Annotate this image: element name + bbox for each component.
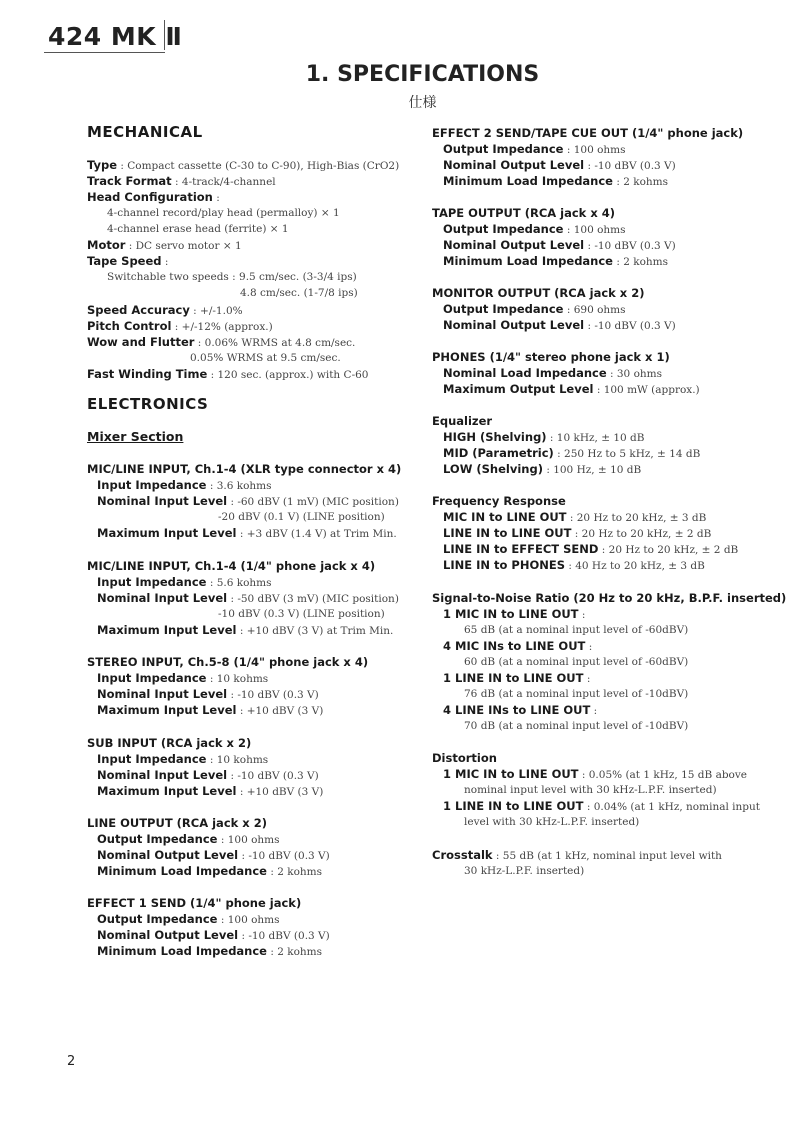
model-label-box <box>44 20 183 53</box>
subsection-heading: Mixer Section <box>87 429 184 444</box>
spec-row <box>443 237 676 254</box>
spec-value: : +10 dBV (3 V) <box>239 705 324 717</box>
spec-value: : +10 dBV (3 V) <box>239 786 324 798</box>
spec-row <box>87 173 276 190</box>
spec-row <box>87 334 355 351</box>
spec-label: Nominal Input Level <box>97 687 228 701</box>
spec-row <box>97 863 322 880</box>
spec-row <box>97 477 272 494</box>
spec-row <box>97 670 268 687</box>
spec-value: : 30 ohms <box>610 368 663 380</box>
spec-group-heading: Equalizer <box>432 414 493 428</box>
model-name: 424 MK Ⅱ <box>48 22 183 51</box>
spec-value: : -10 dBV (0.3 V) <box>241 850 330 862</box>
spec-label: Nominal Input Level <box>97 494 228 508</box>
spec-value: : 2 kohms <box>616 176 669 188</box>
spec-row <box>97 767 319 784</box>
spec-row <box>97 525 397 542</box>
spec-row <box>443 317 676 334</box>
spec-label: Maximum Input Level <box>97 526 237 540</box>
spec-label: Type <box>87 158 118 172</box>
spec-label: Input Impedance <box>97 671 207 685</box>
spec-value: : <box>581 609 586 621</box>
spec-group-heading: SUB INPUT (RCA jack x 2) <box>87 736 252 750</box>
spec-group-heading: Distortion <box>432 751 497 765</box>
spec-value: : -10 dBV (0.3 V) <box>587 160 676 172</box>
spec-label: Output Impedance <box>443 302 564 316</box>
spec-label: Nominal Output Level <box>443 318 585 332</box>
spec-row <box>87 253 168 270</box>
spec-row <box>443 253 668 270</box>
spec-label: Input Impedance <box>97 752 207 766</box>
spec-continuation: -10 dBV (0.3 V) (LINE position) <box>218 608 385 620</box>
spec-value: : -10 dBV (0.3 V) <box>587 240 676 252</box>
spec-label: Output Impedance <box>443 222 564 236</box>
spec-value: : +/-1.0% <box>193 305 243 317</box>
spec-label: Minimum Load Impedance <box>443 174 613 188</box>
spec-row <box>432 847 722 864</box>
spec-row <box>97 574 272 591</box>
spec-row <box>443 157 676 174</box>
spec-row <box>97 847 330 864</box>
spec-value: : 2 kohms <box>270 866 323 878</box>
spec-label: LOW (Shelving) <box>443 462 543 476</box>
spec-row <box>87 302 243 319</box>
spec-label: Input Impedance <box>97 478 207 492</box>
page-subtitle: 仕様 <box>408 95 437 111</box>
spec-row <box>87 318 273 335</box>
spec-label: MID (Parametric) <box>443 446 554 460</box>
spec-label: Nominal Input Level <box>97 768 228 782</box>
spec-label: Fast Winding Time <box>87 367 208 381</box>
spec-row <box>443 670 590 687</box>
spec-value: : <box>216 192 220 204</box>
spec-label: Pitch Control <box>87 319 172 333</box>
spec-value: : 20 Hz to 20 kHz, ± 2 dB <box>574 528 712 540</box>
spec-row <box>97 702 323 719</box>
spec-value: : 5.6 kohms <box>209 577 272 589</box>
spec-value: : 0.06% WRMS at 4.8 cm/sec. <box>197 337 356 349</box>
spec-value: : 100 ohms <box>220 834 280 846</box>
spec-value: : 120 sec. (approx.) with C-60 <box>210 369 369 381</box>
spec-continuation: level with 30 kHz-L.P.F. inserted) <box>464 816 640 828</box>
spec-row <box>87 366 368 383</box>
spec-value: : 10 kohms <box>209 754 269 766</box>
spec-value: : 100 mW (approx.) <box>596 384 700 396</box>
spec-label: 1 MIC IN to LINE OUT <box>443 607 579 621</box>
spec-value: : 100 ohms <box>566 224 626 236</box>
spec-row <box>443 766 747 783</box>
spec-label: 4 LINE INs to LINE OUT <box>443 703 591 717</box>
spec-continuation: -20 dBV (0.1 V) (LINE position) <box>218 511 385 523</box>
spec-label: Minimum Load Impedance <box>443 254 613 268</box>
spec-value: : 20 Hz to 20 kHz, ± 2 dB <box>601 544 739 556</box>
spec-row <box>443 798 760 815</box>
spec-row <box>97 493 399 510</box>
spec-label: Speed Accuracy <box>87 303 190 317</box>
spec-row <box>443 525 711 542</box>
spec-label: Minimum Load Impedance <box>97 864 267 878</box>
spec-row <box>97 911 280 928</box>
spec-label: Tape Speed <box>87 254 162 268</box>
spec-continuation: Switchable two speeds : 9.5 cm/sec. (3-3/4 ips) <box>107 271 357 283</box>
page-title: 1. SPECIFICATIONS <box>305 62 540 87</box>
spec-row <box>443 461 641 478</box>
spec-value: : 2 kohms <box>616 256 669 268</box>
spec-row <box>97 751 268 768</box>
spec-continuation: nominal input level with 30 kHz-L.P.F. inserted) <box>464 784 717 796</box>
spec-group-heading: Frequency Response <box>432 494 566 508</box>
section-heading: MECHANICAL <box>87 123 203 141</box>
spec-label: Maximum Output Level <box>443 382 594 396</box>
spec-label: Nominal Input Level <box>97 591 228 605</box>
spec-value: : 40 Hz to 20 kHz, ± 3 dB <box>568 560 705 572</box>
spec-value: : Compact cassette (C-30 to C-90), High-Bias (CrO2) <box>120 160 400 172</box>
spec-label: Output Impedance <box>443 142 564 156</box>
spec-value: : 250 Hz to 5 kHz, ± 14 dB <box>557 448 701 460</box>
spec-value: : -10 dBV (0.3 V) <box>241 930 330 942</box>
spec-row <box>443 429 644 446</box>
spec-row <box>443 141 626 158</box>
spec-value: : 100 Hz, ± 10 dB <box>546 464 642 476</box>
spec-label: 1 LINE IN to LINE OUT <box>443 671 584 685</box>
spec-label: Crosstalk <box>432 848 493 862</box>
spec-label: Track Format <box>87 174 172 188</box>
spec-group-heading: MIC/LINE INPUT, Ch.1-4 (1/4" phone jack x 4) <box>87 559 376 573</box>
section-heading: ELECTRONICS <box>87 395 209 413</box>
spec-group-heading: Signal-to-Noise Ratio (20 Hz to 20 kHz, B.P.F. inserted) <box>432 591 787 605</box>
spec-row <box>443 445 700 462</box>
spec-row <box>87 157 399 174</box>
spec-row <box>97 686 319 703</box>
spec-value: : -10 dBV (0.3 V) <box>230 770 319 782</box>
spec-label: Motor <box>87 238 126 252</box>
spec-row <box>443 301 626 318</box>
spec-row <box>87 189 220 206</box>
spec-label: 4 MIC INs to LINE OUT <box>443 639 586 653</box>
spec-value: : 3.6 kohms <box>209 480 272 492</box>
spec-row <box>443 381 700 398</box>
spec-value: : -50 dBV (3 mV) (MIC position) <box>230 593 399 605</box>
spec-group-heading: LINE OUTPUT (RCA jack x 2) <box>87 816 267 830</box>
spec-continuation: 60 dB (at a nominal input level of -60dBV) <box>464 656 689 668</box>
spec-continuation: 76 dB (at a nominal input level of -10dBV) <box>464 688 689 700</box>
spec-label: Output Impedance <box>97 912 218 926</box>
spec-label: Nominal Output Level <box>97 928 239 942</box>
spec-value: : +/-12% (approx.) <box>174 321 273 333</box>
spec-row <box>97 622 393 639</box>
spec-row <box>443 509 706 526</box>
spec-label: Nominal Load Impedance <box>443 366 607 380</box>
spec-group-heading: MONITOR OUTPUT (RCA jack x 2) <box>432 286 645 300</box>
spec-group-heading: EFFECT 2 SEND/TAPE CUE OUT (1/4" phone jack) <box>432 126 744 140</box>
spec-value: : 55 dB (at 1 kHz, nominal input level with <box>495 850 722 862</box>
spec-value: : 690 ohms <box>566 304 626 316</box>
spec-value: : 20 Hz to 20 kHz, ± 3 dB <box>569 512 707 524</box>
spec-label: 1 MIC IN to LINE OUT <box>443 767 579 781</box>
spec-continuation: 70 dB (at a nominal input level of -10dBV) <box>464 720 689 732</box>
spec-value: : 0.05% (at 1 kHz, 15 dB above <box>581 769 748 781</box>
spec-value: : -60 dBV (1 mV) (MIC position) <box>230 496 399 508</box>
page-number: 2 <box>67 1054 76 1069</box>
spec-value: : 10 kohms <box>209 673 269 685</box>
spec-label: LINE IN to EFFECT SEND <box>443 542 599 556</box>
spec-group-heading: MIC/LINE INPUT, Ch.1-4 (XLR type connector x 4) <box>87 462 402 476</box>
spec-value: : 100 ohms <box>220 914 280 926</box>
spec-value: : DC servo motor × 1 <box>128 240 242 252</box>
spec-value: : <box>593 705 598 717</box>
spec-value: : 100 ohms <box>566 144 626 156</box>
spec-label: MIC IN to LINE OUT <box>443 510 567 524</box>
spec-row <box>443 606 585 623</box>
spec-label: Nominal Output Level <box>97 848 239 862</box>
spec-label: Maximum Input Level <box>97 703 237 717</box>
spec-continuation: 4-channel record/play head (permalloy) × 1 <box>107 207 340 219</box>
spec-continuation: 4-channel erase head (ferrite) × 1 <box>107 223 289 235</box>
spec-label: Minimum Load Impedance <box>97 944 267 958</box>
spec-row <box>87 237 242 254</box>
spec-label: Nominal Output Level <box>443 158 585 172</box>
spec-continuation: 30 kHz-L.P.F. inserted) <box>464 865 585 877</box>
spec-label: Wow and Flutter <box>87 335 195 349</box>
spec-group-heading: EFFECT 1 SEND (1/4" phone jack) <box>87 896 302 910</box>
spec-row <box>443 702 597 719</box>
spec-label: Maximum Input Level <box>97 623 237 637</box>
spec-row <box>97 831 280 848</box>
spec-label: 1 LINE IN to LINE OUT <box>443 799 584 813</box>
spec-value: : 2 kohms <box>270 946 323 958</box>
spec-label: Output Impedance <box>97 832 218 846</box>
spec-row <box>443 173 668 190</box>
spec-label: Head Configuration <box>87 190 213 204</box>
spec-value: : <box>588 641 593 653</box>
spec-value: : 4-track/4-channel <box>175 176 276 188</box>
spec-label: Input Impedance <box>97 575 207 589</box>
spec-row <box>443 541 738 558</box>
spec-value: : <box>586 673 591 685</box>
spec-value: : 0.04% (at 1 kHz, nominal input <box>586 801 760 813</box>
spec-value: : -10 dBV (0.3 V) <box>587 320 676 332</box>
spec-continuation: 65 dB (at a nominal input level of -60dBV) <box>464 624 689 636</box>
spec-row <box>97 590 399 607</box>
spec-label: Maximum Input Level <box>97 784 237 798</box>
spec-row <box>443 365 662 382</box>
spec-continuation: 4.8 cm/sec. (1-7/8 ips) <box>240 287 358 299</box>
spec-continuation: 0.05% WRMS at 9.5 cm/sec. <box>190 352 341 364</box>
spec-value: : 10 kHz, ± 10 dB <box>549 432 645 444</box>
spec-value: : <box>164 256 169 268</box>
spec-value: : +3 dBV (1.4 V) at Trim Min. <box>239 528 397 540</box>
spec-label: Nominal Output Level <box>443 238 585 252</box>
spec-row <box>443 638 592 655</box>
spec-value: : -10 dBV (0.3 V) <box>230 689 319 701</box>
spec-label: LINE IN to LINE OUT <box>443 526 572 540</box>
spec-group-heading: PHONES (1/4" stereo phone jack x 1) <box>432 350 670 364</box>
spec-value: : +10 dBV (3 V) at Trim Min. <box>239 625 394 637</box>
spec-row <box>443 221 626 238</box>
spec-row <box>97 943 322 960</box>
spec-label: LINE IN to PHONES <box>443 558 565 572</box>
spec-row <box>97 927 330 944</box>
spec-row <box>97 783 323 800</box>
spec-label: HIGH (Shelving) <box>443 430 547 444</box>
spec-group-heading: STEREO INPUT, Ch.5-8 (1/4" phone jack x 4) <box>87 655 369 669</box>
spec-row <box>443 557 705 574</box>
spec-group-heading: TAPE OUTPUT (RCA jack x 4) <box>432 206 616 220</box>
